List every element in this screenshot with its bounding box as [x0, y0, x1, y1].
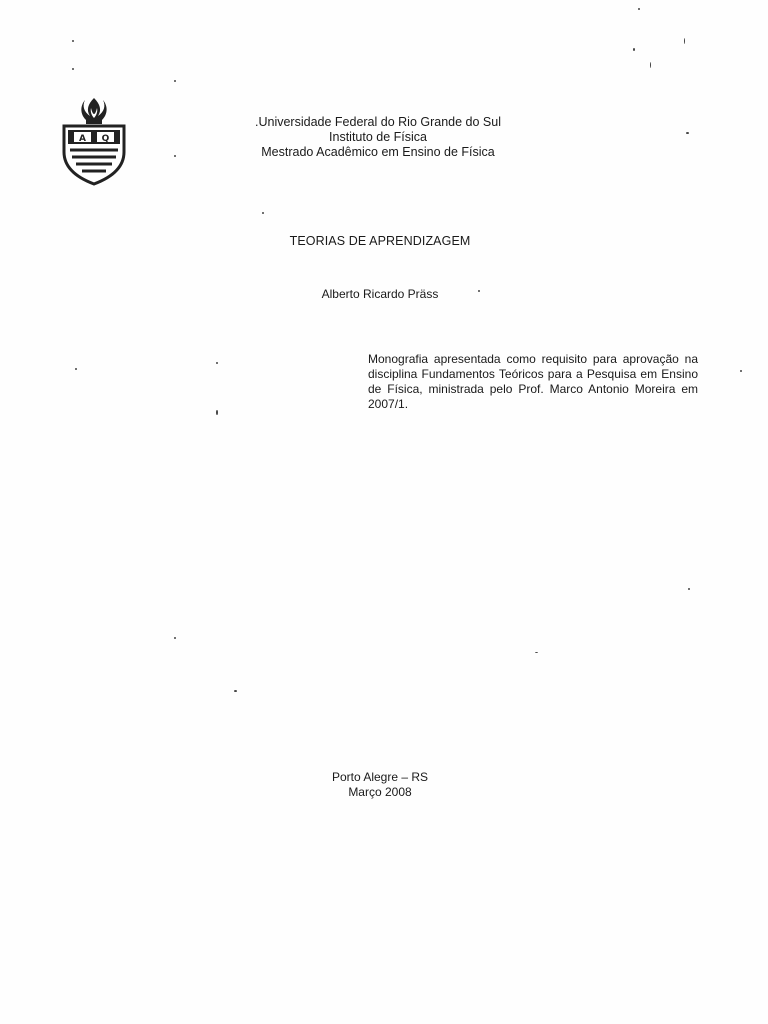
scan-speck — [638, 8, 640, 10]
scan-speck — [216, 362, 218, 364]
document-author: Alberto Ricardo Präss — [321, 287, 439, 301]
footer-location: Porto Alegre – RS — [331, 770, 429, 784]
scan-speck — [75, 368, 77, 370]
institution-header — [252, 115, 504, 160]
document-abstract: Monografia apresentada como requisito para aprovação na disciplina Fundamentos Teóricos para a Pesquisa em Ensino de Física, ministrada pelo Prof. Marco Antonio Moreira em 2007/1. — [368, 352, 698, 411]
document-title: TEORIAS DE APRENDIZAGEM — [289, 234, 471, 248]
scan-speck — [650, 62, 651, 68]
document-footer — [270, 770, 490, 800]
program-name: Mestrado Acadêmico em Ensino de Física — [261, 145, 495, 159]
scan-speck — [72, 68, 74, 70]
scan-speck — [684, 38, 685, 44]
scan-speck — [535, 652, 538, 653]
scan-speck — [72, 40, 74, 42]
scan-speck — [174, 155, 176, 157]
university-name: .Universidade Federal do Rio Grande do Sul — [255, 115, 501, 129]
scan-speck — [633, 48, 635, 51]
scan-speck — [688, 588, 690, 590]
scan-speck — [740, 370, 742, 372]
scan-speck — [216, 410, 218, 415]
institute-name: Instituto de Física — [329, 130, 427, 144]
scan-speck — [174, 637, 176, 639]
svg-text:A: A — [79, 134, 86, 144]
university-crest-icon — [58, 90, 130, 186]
scan-speck — [174, 80, 176, 82]
scan-speck — [234, 690, 237, 692]
scan-speck — [478, 290, 480, 292]
scan-speck — [262, 212, 264, 214]
svg-text:Q: Q — [101, 134, 110, 144]
footer-date: Março 2008 — [348, 785, 412, 799]
scan-speck — [686, 132, 689, 134]
